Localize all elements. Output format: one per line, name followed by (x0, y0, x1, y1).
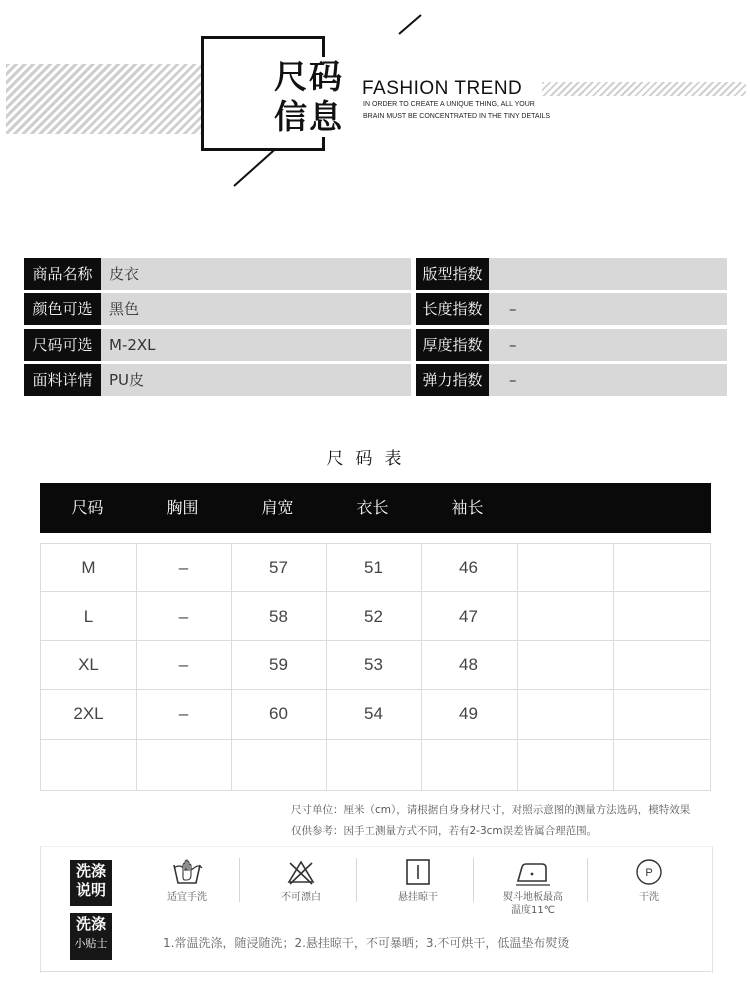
info-value: 皮衣 (101, 258, 411, 290)
wash-instructions-badge (70, 860, 112, 906)
badge-line: 洗涤 (75, 862, 106, 880)
page-title-line1: 尺码 (274, 57, 344, 96)
table-cell: M (81, 558, 96, 577)
size-chart-body (40, 543, 711, 791)
care-label: 适宜手洗 (167, 892, 207, 903)
info-label: 颜色可选 (24, 293, 101, 325)
table-cell: 51 (364, 558, 383, 577)
care-divider (473, 858, 474, 902)
info-value: – (489, 293, 727, 325)
table-cell: 46 (459, 558, 478, 577)
care-item-dry-clean (604, 857, 694, 904)
table-cell: 49 (459, 704, 478, 723)
info-value: PU皮 (101, 364, 411, 396)
care-divider (587, 858, 588, 902)
info-label: 商品名称 (24, 258, 101, 290)
info-value: – (489, 364, 727, 396)
table-cell: 52 (364, 607, 383, 626)
table-cell: – (178, 655, 189, 674)
table-cell: 59 (269, 655, 288, 674)
badge-line: 说明 (75, 881, 106, 899)
iron-icon (514, 857, 552, 887)
care-label: 不可漂白 (281, 892, 321, 903)
page-title (274, 57, 364, 137)
page-title-line2: 信息 (274, 97, 344, 136)
grid-line (517, 544, 518, 790)
care-label: 干洗 (639, 892, 659, 903)
info-value: M-2XL (101, 329, 411, 361)
size-chart-header (40, 483, 711, 533)
column-header: 尺码 (71, 498, 104, 517)
wash-tips-badge (70, 913, 112, 960)
info-label: 面料详情 (24, 364, 101, 396)
dry-clean-icon (632, 857, 666, 887)
table-cell: XL (78, 655, 99, 674)
table-cell: 2XL (73, 704, 104, 723)
wash-tips-text: 1.常温洗涤，随浸随洗；2.悬挂晾干，不可暴晒；3.不可烘干，低温垫布熨烫 (163, 936, 570, 950)
table-cell: – (178, 704, 189, 723)
table-cell: 47 (459, 607, 478, 626)
table-cell: – (178, 607, 189, 626)
care-label: 悬挂晾干 (398, 892, 438, 903)
care-panel-bottom-line (40, 971, 711, 972)
care-label: 温度11℃ (511, 905, 555, 916)
dry-clean-symbol: P (645, 867, 653, 879)
care-item-hang-dry (373, 857, 463, 904)
care-label: 熨斗地板最高 (503, 892, 563, 903)
care-divider (239, 858, 240, 902)
measurement-note: 尺寸单位：厘米（cm），请根据自身身材尺寸，对照示意图的测量方法选码，模特效果 (291, 804, 691, 816)
grid-line (613, 544, 614, 790)
measurement-disclaimer: 仅供参考：因手工测量方式不同，若有2-3cm误差皆属合理范围。 (291, 825, 598, 837)
table-cell: 60 (269, 704, 288, 723)
badge-line: 洗涤 (75, 915, 106, 933)
info-value: – (489, 329, 727, 361)
table-cell: 48 (459, 655, 478, 674)
info-label: 尺码可选 (24, 329, 101, 361)
info-value: 黑色 (101, 293, 411, 325)
info-label: 长度指数 (416, 293, 489, 325)
tagline-2: BRAIN MUST BE CONCENTRATED IN THE TINY DETAILS (363, 113, 551, 120)
info-label: 厚度指数 (416, 329, 489, 361)
care-item-iron (488, 857, 578, 917)
care-item-no-bleach (256, 857, 346, 904)
table-cell: 54 (364, 704, 383, 723)
column-header: 胸围 (166, 498, 199, 517)
info-label: 版型指数 (416, 258, 489, 290)
column-header: 衣长 (356, 498, 389, 517)
no-bleach-icon (284, 857, 318, 887)
column-header: 肩宽 (261, 498, 294, 517)
table-cell: 57 (269, 558, 288, 577)
badge-line: 小贴士 (74, 937, 108, 950)
column-header: 袖长 (451, 498, 484, 517)
care-item-hand-wash (142, 857, 232, 904)
care-divider (356, 858, 357, 902)
grid-line (41, 739, 710, 740)
table-cell: 58 (269, 607, 288, 626)
hang-dry-icon (401, 857, 435, 887)
info-value (489, 258, 727, 290)
header-decor-lines (0, 0, 750, 200)
slogan: FASHION TREND (362, 78, 523, 99)
tagline-1: IN ORDER TO CREATE A UNIQUE THING, ALL YOUR (363, 101, 535, 108)
table-cell: 53 (364, 655, 383, 674)
table-cell: – (178, 558, 189, 577)
hand-wash-icon (170, 857, 204, 887)
info-label: 弹力指数 (416, 364, 489, 396)
table-cell: L (83, 607, 94, 626)
size-chart-title: 尺码表 (326, 449, 414, 469)
